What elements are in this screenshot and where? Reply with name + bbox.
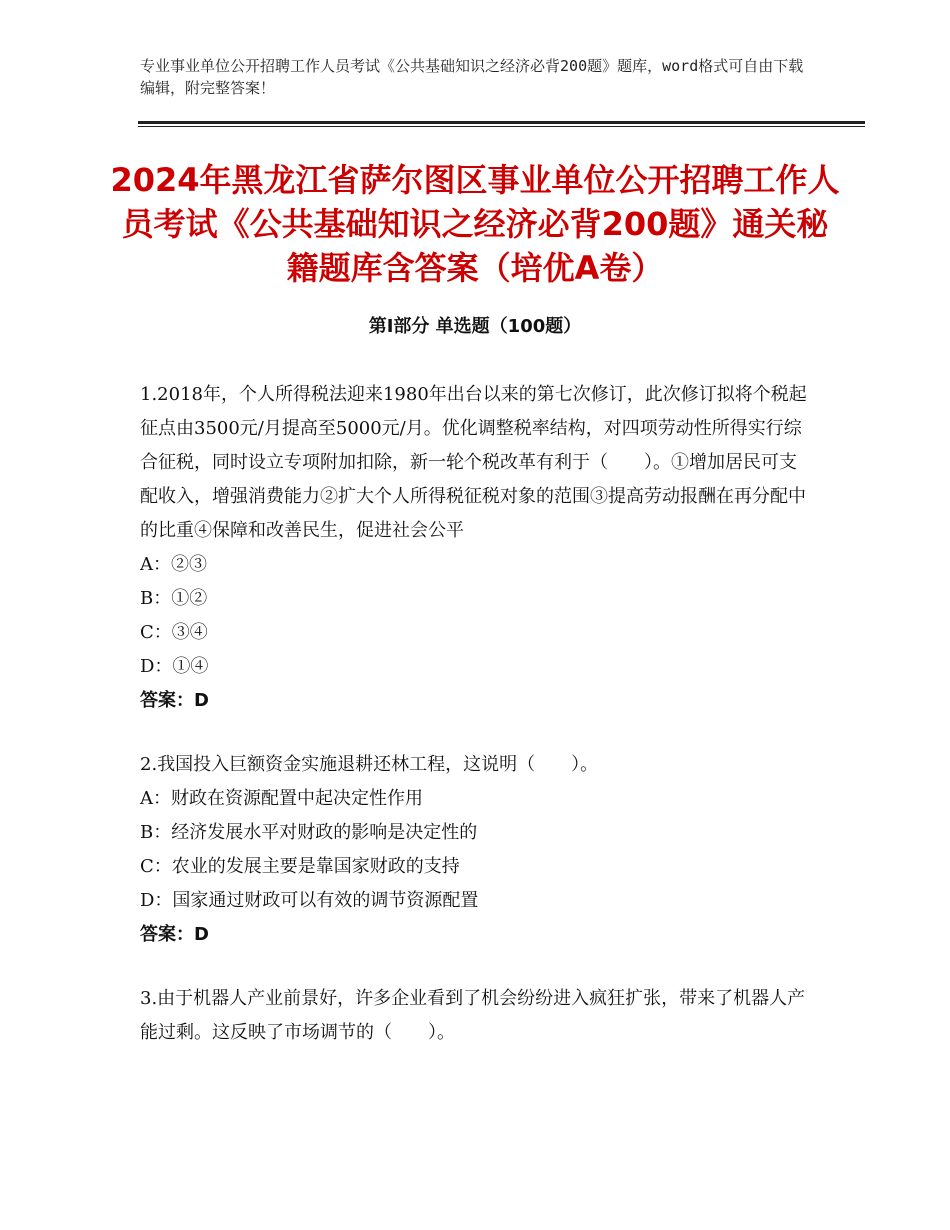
question-1 [140, 378, 812, 718]
question-list [140, 378, 812, 1050]
question-stem: 1.2018年，个人所得税法迎来1980年出台以来的第七次修订，此次修订拟将个税起征点由3500元/月提高至5000元/月。优化调整税率结构，对四项劳动性所得实行综合征税，同时设立专项附加扣除，新一轮个税改革有利于（ ）。①增加居民可支配收入，增强消费能力②扩大个人所得税征税对象的范围③提高劳动报酬在再分配中的比重④保障和改善民生，促进社会公平 [140, 384, 807, 541]
option-a: A：财政在资源配置中起决定性作用 [140, 788, 423, 809]
section-title: 第Ⅰ部分 单选题（100题） [368, 316, 582, 337]
header-divider-thick [138, 121, 865, 124]
header-divider-thin [138, 126, 865, 127]
answer: 答案：D [140, 924, 209, 945]
option-c: C：农业的发展主要是靠国家财政的支持 [140, 856, 460, 877]
header-note: 专业事业单位公开招聘工作人员考试《公共基础知识之经济必背200题》题库，word格式可自由下载编辑，附完整答案！ [140, 57, 804, 97]
question-stem: 3.由于机器人产业前景好，许多企业看到了机会纷纷进入疯狂扩张，带来了机器人产能过剩。这反映了市场调节的（ ）。 [140, 988, 806, 1043]
option-b: B：经济发展水平对财政的影响是决定性的 [140, 822, 478, 843]
option-c: C：③④ [140, 622, 208, 643]
question-spacer [140, 718, 812, 748]
document-title: 2024年黑龙江省萨尔图区事业单位公开招聘工作人员考试《公共基础知识之经济必背200题》通关秘籍题库含答案（培优A卷） [110, 161, 840, 287]
option-d: D：国家通过财政可以有效的调节资源配置 [140, 890, 479, 911]
question-stem: 2.我国投入巨额资金实施退耕还林工程，这说明（ ）。 [140, 754, 599, 775]
question-spacer [140, 952, 812, 982]
answer: 答案：D [140, 690, 209, 711]
option-d: D：①④ [140, 656, 209, 677]
question-2 [140, 748, 812, 952]
option-b: B：①② [140, 588, 208, 609]
question-3 [140, 982, 812, 1050]
option-a: A：②③ [140, 554, 207, 575]
